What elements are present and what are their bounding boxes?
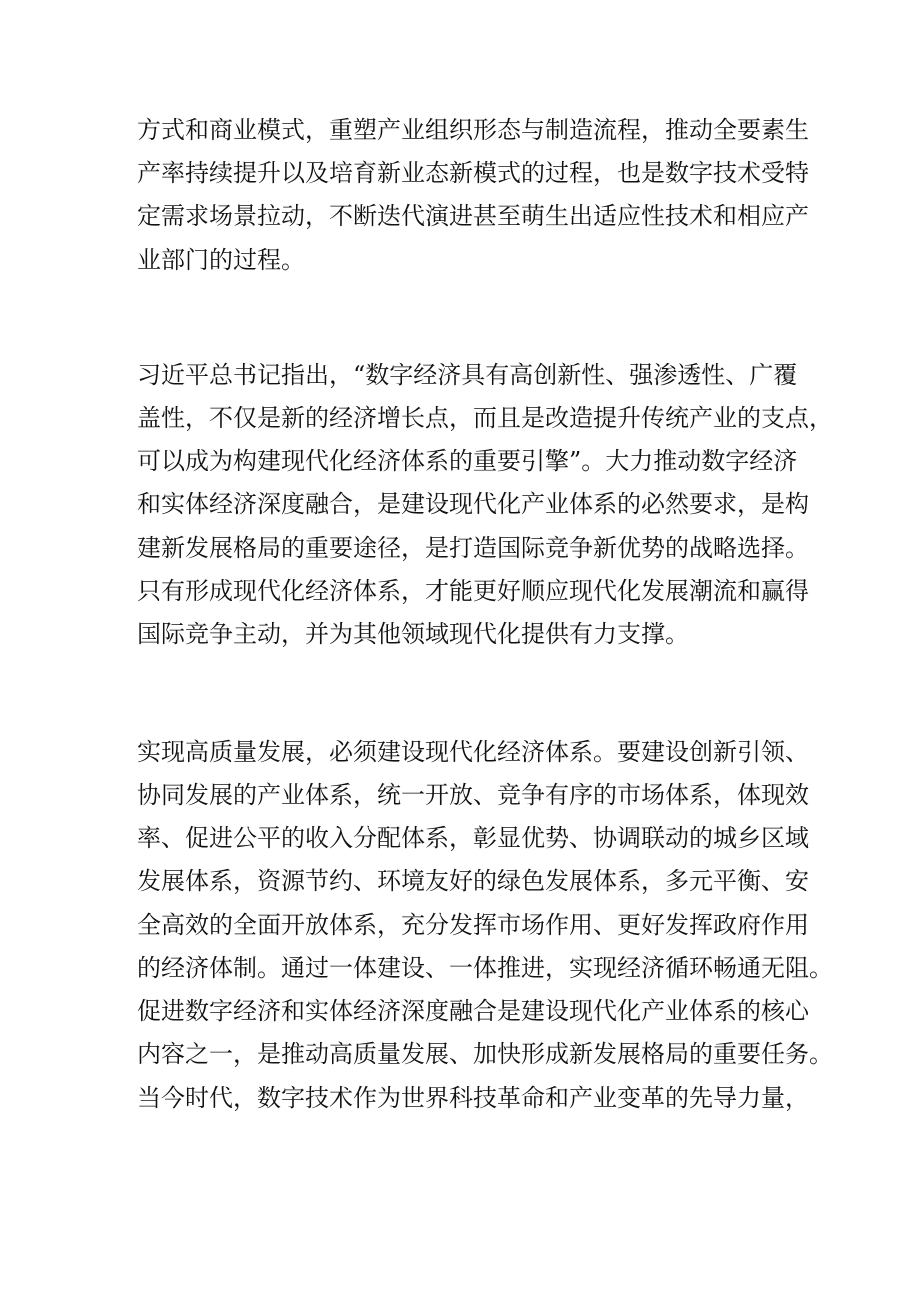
paragraph-line: 建新发展格局的重要途径，是打造国际竞争新优势的战略选择。 — [137, 534, 809, 562]
paragraph-line: 国际竞争主动，并为其他领域现代化提供有力支撑。 — [137, 620, 689, 648]
paragraph-line: 盖性，不仅是新的经济增长点，而且是改造提升传统产业的支点， — [137, 404, 833, 432]
paragraph-line: 可以成为构建现代化经济体系的重要引擎”。大力推动数字经济 — [137, 447, 798, 475]
paragraph-line: 率、促进公平的收入分配体系，彰显优势、协调联动的城乡区域 — [137, 824, 809, 852]
paragraph-line: 和实体经济深度融合，是建设现代化产业体系的必然要求，是构 — [137, 490, 809, 518]
paragraph-line: 产率持续提升以及培育新业态新模式的过程，也是数字技术受特 — [137, 159, 809, 187]
paragraph-line: 实现高质量发展，必须建设现代化经济体系。要建设创新引领、 — [137, 738, 809, 766]
paragraph-line: 协同发展的产业体系，统一开放、竞争有序的市场体系，体现效 — [137, 781, 809, 809]
paragraph-line: 促进数字经济和实体经济深度融合是建设现代化产业体系的核心 — [137, 997, 809, 1025]
paragraph-line: 业部门的过程。 — [137, 246, 305, 274]
paragraph-line: 方式和商业模式，重塑产业组织形态与制造流程，推动全要素生 — [137, 116, 809, 144]
paragraph-line: 发展体系，资源节约、环境友好的绿色发展体系，多元平衡、安 — [137, 867, 809, 895]
paragraph-line: 当今时代，数字技术作为世界科技革命和产业变革的先导力量， — [137, 1084, 809, 1112]
paragraph-line: 定需求场景拉动，不断迭代演进甚至萌生出适应性技术和相应产 — [137, 202, 809, 230]
paragraph-line: 的经济体制。通过一体建设、一体推进，实现经济循环畅通无阻。 — [137, 954, 833, 982]
paragraph-line: 内容之一，是推动高质量发展、加快形成新发展格局的重要任务。 — [137, 1040, 833, 1068]
paragraph-line: 全高效的全面开放体系，充分发挥市场作用、更好发挥政府作用 — [137, 911, 809, 939]
paragraph-line: 只有形成现代化经济体系，才能更好顺应现代化发展潮流和赢得 — [137, 577, 809, 605]
paragraph-line: 习近平总书记指出，“数字经济具有高创新性、强渗透性、广覆 — [137, 361, 798, 389]
